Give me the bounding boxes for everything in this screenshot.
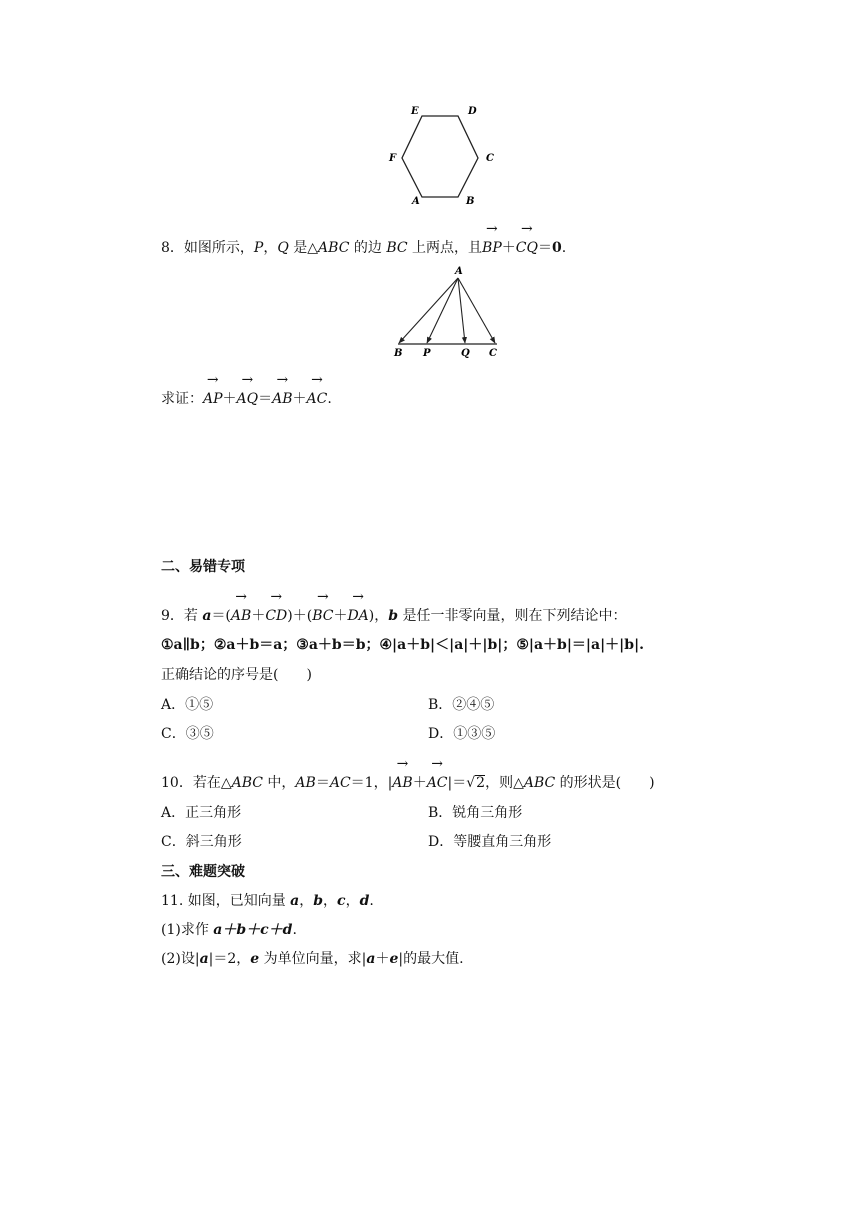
vector-ab: → AB <box>231 608 251 624</box>
plus-sign: ＋ <box>222 391 237 407</box>
q11-text: ， <box>299 893 314 909</box>
hex-label-C: C <box>486 153 494 164</box>
equals-sign: ＝ <box>315 775 330 791</box>
tri-label-Q: Q <box>461 348 470 359</box>
vector-e: e <box>389 951 399 967</box>
q9-text: )， <box>368 608 389 624</box>
q11-text: 11. 如图，已知向量 <box>161 893 291 909</box>
hexagon-figure <box>380 100 500 210</box>
question-9-conclusions: ①a∥b；②a＋b＝a；③a＋b＝b；④|a＋b|＜|a|＋|b|；⑤|a＋b|＝|a|＋|b|. <box>161 637 645 653</box>
q10-number: 10．若在△ <box>161 775 232 791</box>
question-9-question: 正确结论的序号是( ) <box>161 667 312 683</box>
vector-ap-arrow <box>427 278 458 343</box>
equals-sign: ＝ <box>537 240 552 256</box>
hex-label-D: D <box>468 106 477 117</box>
triangle-figure <box>385 262 505 360</box>
sqrt-symbol: √ <box>466 775 476 791</box>
plus-sign: ＋ <box>333 608 348 624</box>
q8-text: 上两点，且 <box>407 240 483 256</box>
period: . <box>369 893 374 909</box>
vector-aq: → AQ <box>237 391 259 407</box>
q10-option-d: D．等腰直角三角形 <box>428 834 552 850</box>
q11-text: (2)设| <box>161 951 200 967</box>
question-11-part-1 <box>161 919 297 939</box>
question-8-prove <box>161 388 332 408</box>
vector-ab: → AB <box>392 775 412 791</box>
tri-label-B: B <box>394 348 403 359</box>
plus-sign: ＋ <box>412 775 427 791</box>
hexagon-shape <box>402 116 478 197</box>
equals-sign: ＝ <box>258 391 273 407</box>
q8-var-p: P <box>253 240 264 256</box>
hex-label-E: E <box>411 106 419 117</box>
zero-vector: 0 <box>551 240 562 256</box>
sqrt-radicand: 2 <box>476 775 486 791</box>
q11-part1-label: (1)求作 <box>161 922 214 938</box>
vector-ab-arrow <box>399 278 458 343</box>
q10-text: 的形状是( ) <box>555 775 655 791</box>
section-3-title: 三、难题突破 <box>161 864 245 880</box>
vector-ac: → AC <box>427 775 448 791</box>
hex-label-F: F <box>389 153 397 164</box>
q11-text: |的最大值. <box>398 951 464 967</box>
vector-d: d <box>359 893 370 909</box>
tri-label-P: P <box>423 348 431 359</box>
plus-sign: ＋ <box>501 240 516 256</box>
plus-sign: ＋ <box>375 951 390 967</box>
q10-option-c: C．斜三角形 <box>161 834 242 850</box>
vector-a: a <box>199 951 209 967</box>
q11-text: ， <box>323 893 338 909</box>
q9-option-d: D．①③⑤ <box>428 726 496 742</box>
q11-text: 为单位向量，求| <box>259 951 367 967</box>
q8-side-bc: BC <box>386 240 408 256</box>
tri-label-C: C <box>489 348 497 359</box>
q11-part1-expression: a＋b＋c＋d <box>213 922 293 938</box>
period: . <box>327 391 332 407</box>
q8-text: . <box>561 240 567 256</box>
plus-sign: ＋ <box>292 391 307 407</box>
q8-triangle-name: ABC <box>318 240 350 256</box>
q10-option-a: A．正三角形 <box>161 805 242 821</box>
q9-option-a: A．①⑤ <box>161 697 214 713</box>
q10-text: ＝1，| <box>350 775 393 791</box>
vector-bp: → BP <box>482 240 502 256</box>
q10-triangle-name: ABC <box>523 775 556 791</box>
question-11-part-2 <box>161 948 464 968</box>
q9-text: ＝( <box>211 608 231 624</box>
vector-e: e <box>250 951 260 967</box>
question-8-stem <box>161 237 566 257</box>
vector-c: c <box>337 893 346 909</box>
q10-text: ，则△ <box>485 775 524 791</box>
vector-b: b <box>388 608 399 624</box>
q9-option-b: B．②④⑤ <box>428 697 495 713</box>
q10-side-ab: AB <box>295 775 316 791</box>
q10-text: 中， <box>262 775 296 791</box>
question-9-stem <box>161 605 627 625</box>
q8-text: 如图所示， <box>183 240 254 256</box>
vector-cd: → CD <box>265 608 287 624</box>
vector-cq: → CQ <box>516 240 538 256</box>
q10-triangle-name: ABC <box>231 775 263 791</box>
plus-sign: ＋ <box>251 608 266 624</box>
section-2-title: 二、易错专项 <box>161 559 245 575</box>
q8-text: 的边 <box>349 240 387 256</box>
q9-text: )＋( <box>287 608 313 624</box>
vector-a: a <box>366 951 376 967</box>
q10-text: |＝ <box>447 775 467 791</box>
tri-label-A: A <box>455 266 463 277</box>
question-11-stem <box>161 890 374 910</box>
q9-option-c: C．③⑤ <box>161 726 214 742</box>
q9-number: 9．若 <box>161 608 203 624</box>
vector-da: → DA <box>347 608 368 624</box>
vector-a: a <box>202 608 212 624</box>
question-10-stem <box>161 772 655 792</box>
prove-label: 求证： <box>161 391 203 407</box>
vector-ab: → AB <box>272 391 292 407</box>
hex-label-B: B <box>466 196 475 207</box>
q8-text: 是△ <box>288 240 319 256</box>
vector-b: b <box>313 893 324 909</box>
q10-side-ac: AC <box>329 775 351 791</box>
period: . <box>292 922 297 938</box>
q8-text: ， <box>263 240 278 256</box>
q8-number: 8． <box>161 240 184 256</box>
q11-text: |＝2， <box>208 951 251 967</box>
q10-option-b: B．锐角三角形 <box>428 805 523 821</box>
vector-bc: → BC <box>312 608 333 624</box>
vector-a: a <box>290 893 300 909</box>
q11-text: ， <box>345 893 360 909</box>
q9-text: 是任一非零向量，则在下列结论中： <box>398 608 627 624</box>
q8-var-q: Q <box>277 240 289 256</box>
hex-label-A: A <box>412 196 420 207</box>
vector-ap: → AP <box>203 391 223 407</box>
vector-ac: → AC <box>307 391 328 407</box>
